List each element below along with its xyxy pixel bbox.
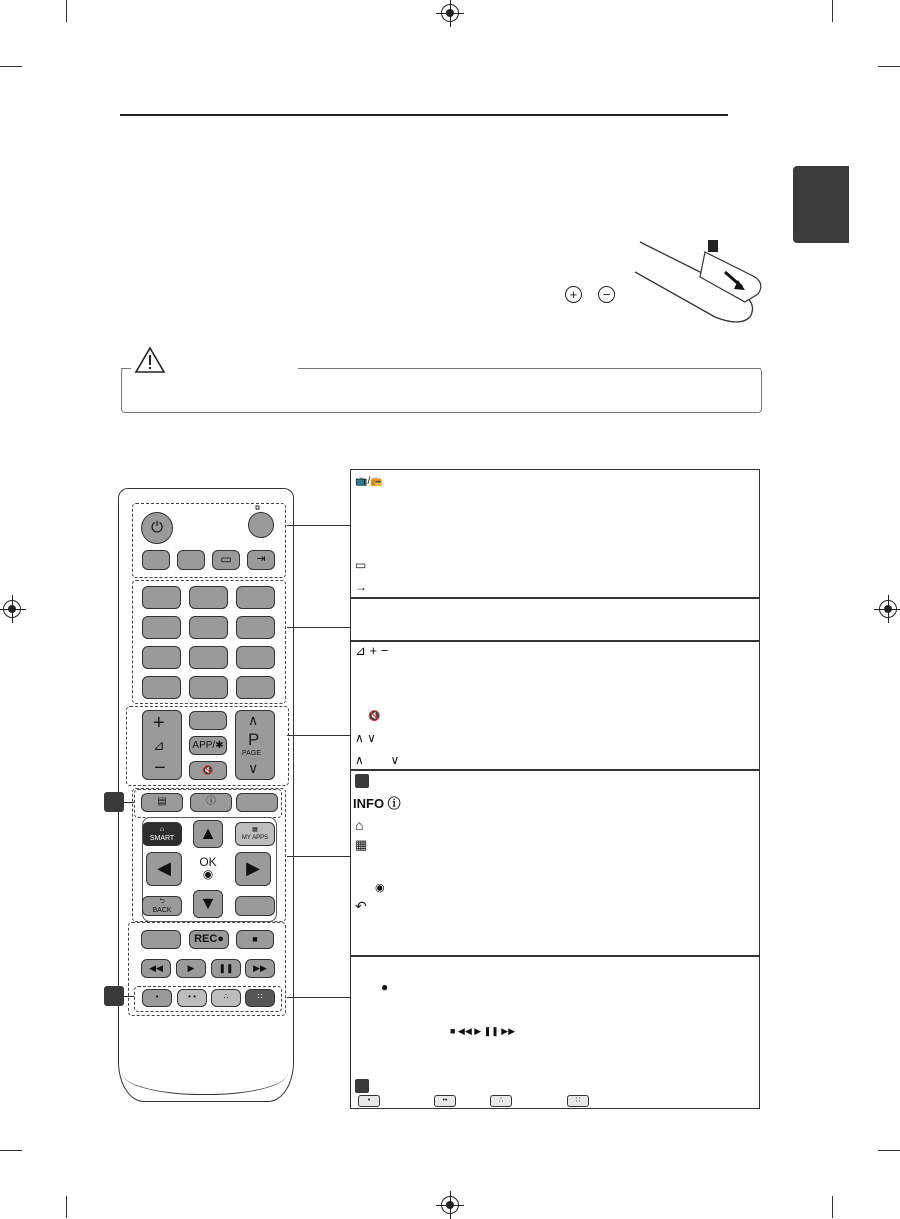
input-button[interactable]: ⇥ xyxy=(247,550,275,570)
page-label: PAGE xyxy=(242,750,261,757)
my-apps-button[interactable]: ▦ MY APPS xyxy=(235,822,275,846)
red-mini-icon: • xyxy=(358,1095,380,1107)
back-icon: ↶ xyxy=(355,898,367,914)
blue-button[interactable]: ∷ xyxy=(245,989,275,1007)
registration-mark-icon xyxy=(441,1196,459,1214)
panel-divider xyxy=(350,769,760,771)
caution-box xyxy=(121,368,762,413)
page-up-icon: ∧ xyxy=(248,712,259,728)
channel-arrows-icon: ∧ ∨ xyxy=(355,731,376,745)
chapter-tab xyxy=(793,166,849,243)
my-apps-label: MY APPS xyxy=(241,835,269,841)
number-button[interactable] xyxy=(189,616,228,639)
crop-mark xyxy=(878,1150,900,1151)
battery-cover-illustration xyxy=(630,232,770,327)
page-down-icon: ∨ xyxy=(248,760,259,776)
home-icon: ⌂ xyxy=(355,817,364,833)
rec-button[interactable]: REC● xyxy=(189,930,229,949)
leader-line xyxy=(287,525,350,526)
subtitle-button[interactable] xyxy=(142,550,170,570)
tv-rad-indicator: ⧉ xyxy=(255,505,260,512)
leader-line xyxy=(124,996,134,997)
callout-marker-1 xyxy=(104,792,124,812)
tv-rad-icon: 📺/📻 xyxy=(355,476,383,487)
button-description-panel xyxy=(350,469,760,1109)
leader-line xyxy=(287,627,350,628)
red-button[interactable]: • xyxy=(142,989,172,1007)
left-button[interactable]: ◀ xyxy=(146,852,182,886)
volume-icon: ⊿ xyxy=(153,737,165,753)
callout-marker-2 xyxy=(355,1079,369,1093)
power-button[interactable]: ⏻ xyxy=(141,512,173,544)
playback-icons: ■ ◀◀ ▶ ❚❚ ▶▶ xyxy=(450,1026,516,1036)
right-button[interactable]: ▶ xyxy=(235,852,271,886)
number-button[interactable] xyxy=(236,616,275,639)
green-mini-icon: •• xyxy=(434,1095,456,1107)
number-button[interactable] xyxy=(189,586,228,609)
volume-up-icon: + xyxy=(153,712,165,734)
info-button[interactable]: ⓘ xyxy=(190,793,232,812)
number-button[interactable] xyxy=(189,676,228,699)
crop-mark xyxy=(0,1150,22,1151)
number-button[interactable] xyxy=(142,586,181,609)
volume-icons: ⊿ + − xyxy=(355,643,389,658)
av-mode-button[interactable] xyxy=(177,550,205,570)
crop-mark xyxy=(878,66,900,67)
exit-button[interactable] xyxy=(235,896,275,916)
registration-mark-icon xyxy=(441,4,459,22)
yellow-mini-icon: ∴ xyxy=(490,1095,512,1107)
rec-dot-icon: ● xyxy=(381,980,389,994)
registration-mark-icon xyxy=(879,600,897,618)
ratio-icon: ▭ xyxy=(355,558,367,572)
callout-marker-2 xyxy=(104,986,124,1006)
page-arrows-icon: ∧ ∨ xyxy=(355,753,400,767)
plus-symbol-icon: + xyxy=(565,286,582,303)
leader-line xyxy=(287,997,350,998)
number-button[interactable] xyxy=(236,586,275,609)
app-star-button[interactable]: APP/✱ xyxy=(189,736,227,755)
my-apps-icon: ▦ xyxy=(355,837,368,852)
crop-mark xyxy=(66,1196,67,1218)
crop-mark xyxy=(832,0,833,22)
down-button[interactable]: ▼ xyxy=(193,890,223,918)
crop-mark xyxy=(832,1196,833,1218)
smart-label: SMART xyxy=(149,835,175,842)
fast-forward-button[interactable]: ▶▶ xyxy=(245,959,275,978)
ratio-button[interactable]: ▭ xyxy=(212,550,240,570)
number-button[interactable] xyxy=(236,676,275,699)
up-button[interactable]: ▲ xyxy=(193,820,223,848)
mute-button[interactable]: 🔇 xyxy=(189,761,227,780)
number-button[interactable] xyxy=(236,646,275,669)
panel-divider xyxy=(350,640,760,642)
fav-button[interactable] xyxy=(189,711,227,730)
panel-divider xyxy=(350,597,760,599)
ok-button[interactable]: OK ◉ xyxy=(199,855,217,881)
pause-button[interactable]: ❚❚ xyxy=(211,959,241,978)
number-button[interactable] xyxy=(142,616,181,639)
minus-symbol-icon: − xyxy=(598,286,615,303)
leader-line xyxy=(124,802,134,803)
rewind-button[interactable]: ◀◀ xyxy=(141,959,171,978)
leader-line xyxy=(287,735,350,736)
play-button[interactable]: ▶ xyxy=(176,959,206,978)
yellow-button[interactable]: ∴ xyxy=(211,989,241,1007)
back-button[interactable]: ⮌ BACK xyxy=(142,896,182,916)
ok-icon: ◉ xyxy=(375,882,385,894)
blue-mini-icon: ∷ xyxy=(567,1095,589,1107)
panel-divider xyxy=(350,955,760,957)
leader-line xyxy=(287,856,350,857)
caution-rule xyxy=(121,368,131,369)
callout-marker-1 xyxy=(355,774,369,788)
text-button[interactable]: ▤ xyxy=(141,793,183,812)
volume-down-icon: − xyxy=(154,757,166,779)
live-tv-button[interactable] xyxy=(141,930,181,949)
settings-button[interactable] xyxy=(236,793,278,812)
number-button[interactable] xyxy=(142,676,181,699)
mute-icon: 🔇 xyxy=(368,711,381,722)
header-rule xyxy=(120,114,728,116)
crop-mark xyxy=(0,66,22,67)
green-button[interactable]: • • xyxy=(177,989,207,1007)
caution-rule xyxy=(298,368,761,369)
crop-mark xyxy=(66,0,67,22)
number-button[interactable] xyxy=(142,646,181,669)
input-icon: → xyxy=(355,580,367,594)
tv-rad-button[interactable] xyxy=(248,512,274,538)
stop-button[interactable]: ■ xyxy=(236,930,274,949)
number-button[interactable] xyxy=(189,646,228,669)
info-label: INFO ⓘ xyxy=(353,796,401,811)
back-label: BACK xyxy=(152,907,172,914)
page-p-label: P xyxy=(248,730,260,749)
registration-mark-icon xyxy=(3,600,21,618)
smart-home-button[interactable]: ⌂ SMART xyxy=(142,822,182,846)
